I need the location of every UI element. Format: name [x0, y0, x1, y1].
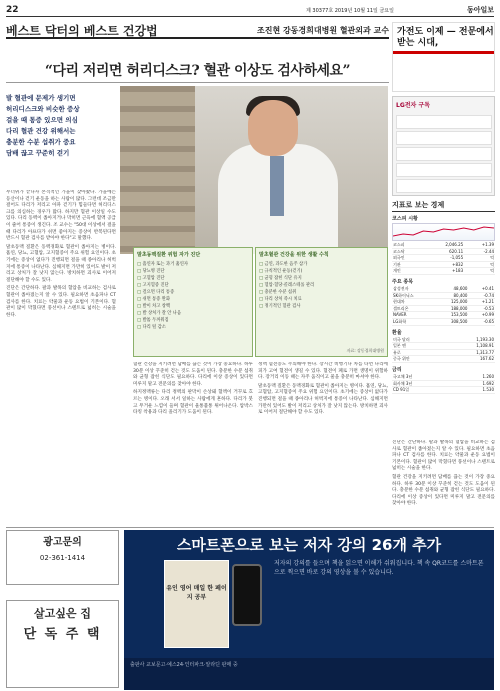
- sidebar-article: [392, 440, 495, 525]
- page-number: 22: [6, 5, 19, 15]
- table-row: 기관 +832 억: [393, 261, 494, 267]
- paragraph: 진단은 간단하다. 팔과 발목의 혈압을 비교하는 검사로 혈관이 좁아졌는지 알 수 있다. 필요하면 초음파나 CT 검사를 한다. 치료는 약물과 운동 요법이 기본이다. 혈관이 많이 막혔다면 풍선이나 스텐트로 넓히는 시술을 한다.: [392, 440, 495, 472]
- section-header: [6, 22, 389, 39]
- table-row: 외국인 -1,055 억: [393, 255, 494, 261]
- table-row: CD 91일 1.530: [393, 387, 494, 393]
- book-ad-footer: 출판사 교보문고·예스24·인터파크·알라딘 판매 중: [124, 658, 494, 690]
- product-tile: [396, 131, 492, 145]
- market-subtitle: 금리: [392, 366, 402, 373]
- exchange-table: [392, 337, 495, 363]
- table-row: 현대차 125,000 +1.21: [393, 299, 494, 305]
- table-row: LG화학 308,500 -0.65: [393, 318, 494, 324]
- product-tile: [396, 179, 492, 193]
- kospi-table: [392, 242, 495, 275]
- paragraph: 진단은 간단하다. 팔과 발목의 혈압을 비교하는 검사로 혈관이 좁아졌는지 알 수 있다. 필요하면 초음파나 CT 검사를 한다. 치료는 약물과 운동 요법이 기본이다. 혈관이 많이 막혔다면 풍선이나 스텐트로 넓히는 시술을 한다.: [6, 286, 116, 318]
- issue-date: 제 30377호 2019년 10월 11일 금요일: [306, 8, 394, 14]
- divider: [6, 527, 494, 528]
- ad-inquiry-title: 광고문의: [43, 537, 82, 548]
- list-item: □ 발 상처가 잘 안 나음: [137, 310, 249, 317]
- book-cover: 유인 영어 매일 한 페이지 공부: [164, 560, 229, 648]
- list-item: □ 다리 털 감소: [137, 324, 249, 331]
- box-title: 말초동맥질환 위험 자가 진단: [137, 252, 201, 258]
- doctor-photo: [120, 86, 388, 254]
- subhead-5: 충분한 수분 섭취가 중요: [6, 138, 76, 146]
- paragraph: 혈관 건강을 지키려면 담배를 끊는 것이 가장 중요하다. 하루 30분 이상 꾸준히 걷는 것도 도움이 된다. 충분한 수분 섭취와 균형 잡힌 식단도 필요하다. 다리에 이상 증상이 있다면 미루지 말고 전문의를 찾아야 한다.: [392, 474, 495, 507]
- book-ad-headline: 스마트폰으로 보는 저자 강의 26개 추가: [176, 536, 442, 554]
- doctor-tie: [270, 156, 284, 216]
- lg-brand: LG전자 구독: [396, 102, 431, 109]
- market-subtitle: 코스피 시황: [392, 216, 418, 222]
- paragraph: 무더위가 끝나자 본격적인 가을이 찾아왔다. 가을에는 등산이나 걷기 운동을 하는 사람이 많다. 그런데 조금만 걸어도 다리가 저리고 아파 걷기가 힘들다면 허리디스크를 의심하는 경우가 많다. 하지만 혈관 이상일 수도 있다. 다리 동맥이 좁아지거나 막히면 근육에 혈액 공급이 줄어 통증이 생긴다. 조 교수는 "50대 이상에서 걸을 때 다리가 아프다가 쉬면 좋아지는 증상이 반복된다면 반드시 혈관 검사를 받아야 한다"고 말했다.: [6, 190, 116, 242]
- section-title: 베스트 닥터의 베스트 건강법: [6, 24, 158, 38]
- doctor-face: [248, 100, 298, 156]
- page-header: [6, 5, 494, 17]
- table-row: 개인 +183 억: [393, 268, 494, 274]
- health-tips-box: [255, 247, 388, 357]
- market-indicators: [392, 200, 495, 394]
- subhead-1: 발 혈관에 문제가 생기면: [6, 94, 76, 102]
- table-row: 국고채 3년 1.260: [393, 373, 494, 379]
- house-ad[interactable]: [6, 600, 119, 688]
- table-row: 중국 위안 167.62: [393, 356, 494, 362]
- table-row: 회사채 3년 1.692: [393, 380, 494, 386]
- paragraph: 하지정맥류는 다리 정맥의 판막이 손상돼 혈액이 거꾸로 흐르는 병이다. 오래 서서 일하는 사람에게 흔하다. 다리가 붓고 무거운 느낌이 들며 혈관이 울퉁불퉁 튀어나온다. 압박스타킹 착용과 다리 올리기가 도움이 된다.: [133, 390, 253, 416]
- table-row: 유로 1,313.77: [393, 349, 494, 355]
- list-item: □ 쉬면 통증 완화: [137, 296, 249, 303]
- list-item: □ 고혈압 진단: [137, 275, 249, 282]
- ad-accent-bar: [393, 51, 494, 54]
- bookshelf-image: [120, 86, 195, 254]
- table-row: NAVER 153,500 +0.99: [393, 312, 494, 318]
- rate-table: [392, 374, 495, 394]
- list-item: □ 흡연자 또는 과거 흡연자: [137, 261, 249, 268]
- market-title: 지표로 보는 경제: [392, 200, 495, 212]
- ad-headline: 가전도 이제 — 전문에서 받는 시대,: [397, 27, 494, 48]
- house-ad-line2: 단 독 주 택: [23, 627, 102, 642]
- book-ad[interactable]: [124, 530, 494, 690]
- divider: [6, 82, 389, 83]
- article-column-1: [6, 190, 116, 525]
- table-row: 코스닥 620.11 -2.44: [393, 248, 494, 254]
- table-row: 미국 달러 1,193.30: [393, 336, 494, 342]
- article-column-3: [258, 362, 388, 525]
- list-item: □ 걸으면 다리 통증: [137, 289, 249, 296]
- author-byline: 조진현 강동경희대병원 혈관외과 교수: [256, 26, 389, 35]
- product-tile: [396, 163, 492, 177]
- newspaper-logo: 동아일보: [466, 5, 494, 14]
- list-item: □ 균형 잡힌 식단 유지: [259, 275, 384, 282]
- list-item: □ 규칙적인 운동(걷기): [259, 268, 384, 275]
- kospi-chart: [392, 223, 495, 241]
- ad-inquiry[interactable]: [6, 530, 119, 585]
- table-row: SK하이닉스 80,400 -0.74: [393, 292, 494, 298]
- self-check-box: [133, 247, 253, 357]
- table-row: 삼성전자 48,600 +0.41: [393, 285, 494, 291]
- list-item: □ 고지혈증 진단: [137, 282, 249, 289]
- box-title: 말초혈관 건강을 위한 생활 수칙: [259, 252, 329, 258]
- product-grid: [396, 115, 492, 195]
- table-row: 셀트리온 188,000 -0.53: [393, 305, 494, 311]
- table-row: 코스피 2,046.25 +1.39: [393, 242, 494, 247]
- product-tile: [396, 147, 492, 161]
- subhead-6: 담배 끊고 꾸준히 걷기: [6, 149, 70, 157]
- article-headline: “다리 저리면 허리디스크? 혈관 이상도 검사하세요”: [44, 63, 351, 79]
- source-credit: 자료: 강동경희대병원: [346, 348, 384, 353]
- stock-table: [392, 286, 495, 326]
- house-ad-line1: 살고싶은 집: [34, 607, 91, 620]
- article-column-2: [133, 362, 253, 525]
- ad-inquiry-phone: 02-361-1414: [39, 554, 86, 562]
- product-tile: [396, 115, 492, 129]
- paragraph: 말초동맥 질환은 동맥경화로 혈관이 좁아지는 병이다. 흡연, 당뇨, 고혈압, 고지혈증이 주요 위험 요인이다. 초기에는 증상이 없다가 진행되면 걸을 때 종아리나 허벅지에 통증이 나타난다. 심해지면 가만히 있어도 발이 저리고 상처가 잘 낫지 않는다. 방치하면 괴사로 이어져 절단해야 할 수도 있다.: [258, 383, 388, 416]
- list-item: □ 발톱 두꺼워짐: [137, 317, 249, 324]
- left-ads: [6, 530, 119, 690]
- book-ad-description: 저자의 강의를 들으며 책을 읽으면 이해가 쉬워집니다. 책 속 QR코드를 스마트폰으로 찍으면 바로 강의 영상을 볼 수 있습니다.: [274, 560, 484, 576]
- paragraph: 말초동맥 질환은 동맥경화로 혈관이 좁아지는 병이다. 흡연, 당뇨, 고혈압, 고지혈증이 주요 위험 요인이다. 초기에는 증상이 없다가 진행되면 걸을 때 종아리나 허벅지에 통증이 나타난다. 심해지면 가만히 있어도 발이 저리고 상처가 잘 낫지 않는다. 방치하면 괴사로 이어져 절단해야 할 수도 있다.: [6, 244, 116, 283]
- lg-subscription-ad[interactable]: [392, 96, 495, 196]
- lg-headline-ad[interactable]: [392, 22, 495, 92]
- list-item: □ 충분한 수분 섭취: [259, 289, 384, 296]
- list-item: □ 혈압·혈당·콜레스테롤 관리: [259, 282, 384, 289]
- smartphone-icon: [232, 564, 262, 626]
- list-item: □ 발이 차고 창백: [137, 303, 249, 310]
- subhead-4: 다리 혈관 건강 위해서는: [6, 127, 76, 135]
- list-item: □ 당뇨병 진단: [137, 268, 249, 275]
- list-item: □ 다리 상처 즉시 치료: [259, 296, 384, 303]
- paragraph: 정맥 혈전증도 주의해야 한다. 장시간 비행기나 차를 타면 다리에 피가 고여 혈전이 생길 수 있다. 혈전이 폐로 가면 생명이 위험하다. 장거리 이동 때는 자주 움직이고 물을 충분히 마셔야 한다.: [258, 362, 388, 381]
- paragraph: 혈관 건강을 지키려면 담배를 끊는 것이 가장 중요하다. 하루 30분 이상 꾸준히 걷는 것도 도움이 된다. 충분한 수분 섭취와 균형 잡힌 식단도 필요하다. 다리에 이상 증상이 있다면 미루지 말고 전문의를 찾아야 한다.: [133, 362, 253, 387]
- subhead-3: 걸을 때 통증 있으면 의심: [6, 116, 78, 124]
- market-subtitle: 환율: [392, 329, 402, 336]
- table-row: 일본 엔 1,108.91: [393, 343, 494, 349]
- subhead-2: 허리디스크와 비슷한 증상: [6, 105, 80, 113]
- list-item: □ 금연, 과도한 음주 삼가: [259, 261, 384, 268]
- subheads: [6, 94, 116, 160]
- list-item: □ 정기적인 혈관 검사: [259, 303, 384, 310]
- market-subtitle: 주요 종목: [392, 278, 414, 285]
